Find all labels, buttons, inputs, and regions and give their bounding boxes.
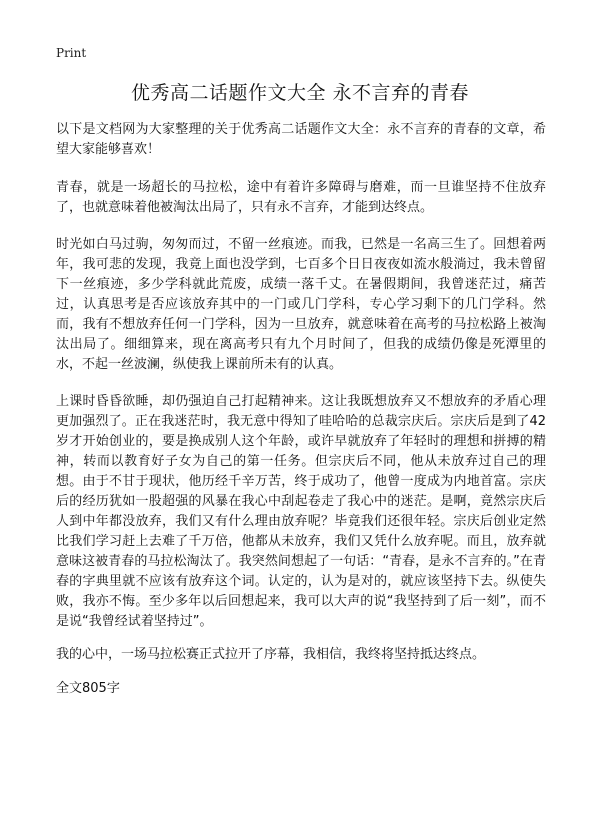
paragraph-4: 我的心中，一场马拉松赛正式拉开了序幕，我相信，我终将坚持抵达终点。 [56,647,486,662]
word-count: 全文805字 [56,681,120,696]
paragraph-3: 上课时昏昏欲睡，却仍强迫自己打起精神来。这让我既想放弃又不想放弃的矛盾心理更加强烈了。正在我迷茫时，我无意中得知了哇哈哈的总裁宗庆后。宗庆后是到了42岁才开始创业的，要是换成别人这个年龄，或许早就放弃了年轻时的理想和拼搏的精神，转而以教育好子女为自己的第一任务。但宗庆后不同，他从未放弃过自己的理想。由于不甘于现状，他历经千辛万苦，终于成功了，他曾一度成为内地首富。宗庆后的经历犹如一股超强的风暴在我心中刮起卷走了我心中的迷茫。是啊，竟然宗庆后人到中年都没放弃，我们又有什么理由放弃呢？毕竟我们还很年轻。宗庆后创业定然比我们学习赶上去难了千万倍，他都从未放弃，我们又凭什么放弃呢。而且，放弃就意味这被青春的马拉松淘汰了。我突然间想起了一句话：“青春，是永不言弃的。”在青春的字典里就不应该有放弃这个词。认定的，认为是对的，就应该坚持下去。纵使失败，我亦不悔。至少多年以后回想起来，我可以大声的说“我坚持到了后一刻”，而不是说“我曾经试着坚持过”。 [56,394,546,629]
article-body [56,120,546,699]
intro-paragraph: 以下是文档网为大家整理的关于优秀高二话题作文大全：永不言弃的青春的文章，希望大家能够喜欢！ [56,122,546,157]
print-link[interactable]: Print [56,46,87,60]
paragraph-1: 青春，就是一场超长的马拉松，途中有着许多障碍与磨难，而一旦谁坚持不住放弃了，也就意味着他被淘汰出局了，只有永不言弃，才能到达终点。 [56,180,546,215]
page-title: 优秀高二话题作文大全 永不言弃的青春 [130,82,470,104]
paragraph-2: 时光如白马过驹，匆匆而过，不留一丝痕迹。而我，已然是一名高三生了。回想着两年，我可悲的发现，我竟上面也没学到，七百多个日日夜夜如流水般淌过，我未曾留下一丝痕迹，多少学科就此荒废，成绩一落千丈。在暑假期间，我曾迷茫过，痛苦过，认真思考是否应该放弃其中的一门或几门学科，专心学习剩下的几门学科。然而，我有不想放弃任何一门学科，因为一旦放弃，就意味着在高考的马拉松路上被淘汰出局了。细细算来，现在离高考只有九个月时间了，但我的成绩仍像是死潭里的水，不起一丝波澜，纵使我上课前所未有的认真。 [56,237,546,372]
